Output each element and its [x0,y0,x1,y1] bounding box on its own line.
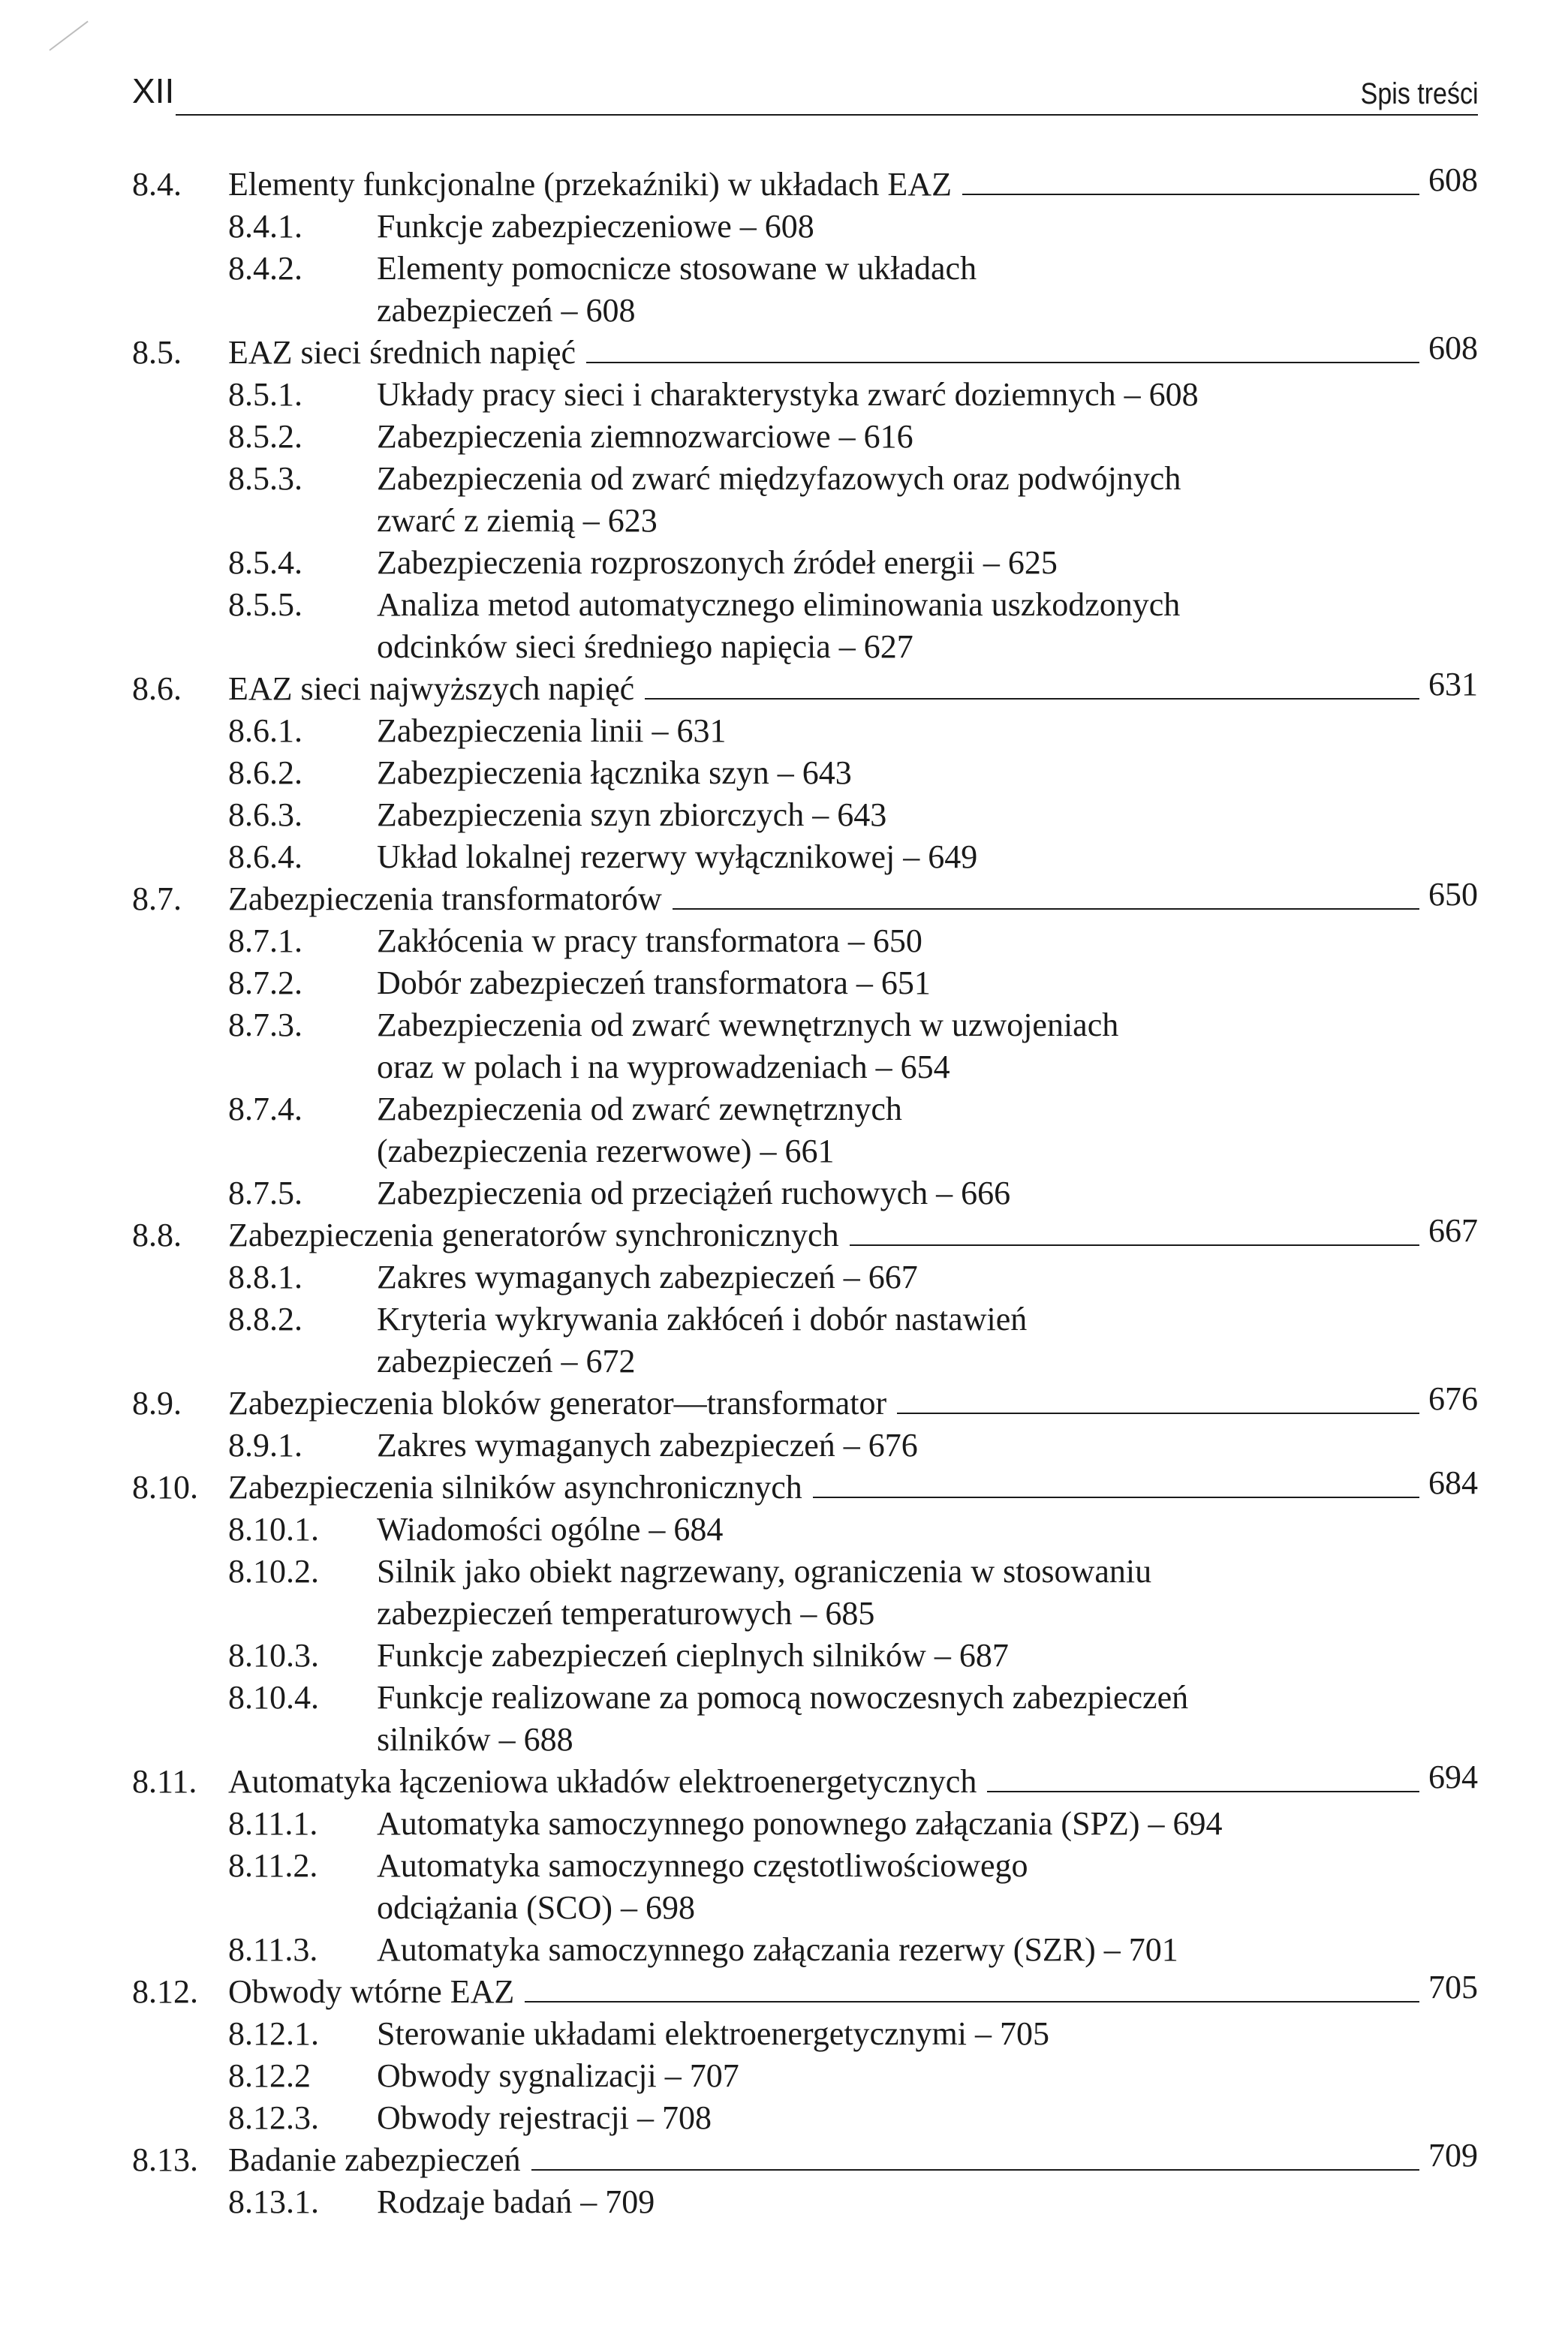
subsection-number: 8.7.4. [228,1091,302,1127]
section-number: 8.5. [132,334,182,371]
section-title: Zabezpieczenia bloków generator—transformator [228,1385,887,1422]
section-title: EAZ sieci średnich napięć [228,334,576,371]
subsection-line: Dobór zabezpieczeń transformatora – 651 [377,964,931,1001]
toc-section[interactable] [132,2139,1478,2181]
dot-leader [850,1244,1419,1246]
subsection-number: 8.5.3. [228,460,302,497]
subsection-number: 8.5.5. [228,586,302,623]
subsection-line: Rodzaje badań – 709 [377,2183,655,2220]
section-title: Zabezpieczenia generatorów synchronicznych [228,1217,839,1253]
toc-subsection[interactable] [132,1509,1478,1551]
toc-subsection[interactable] [132,2013,1478,2055]
subsection-number: 8.5.4. [228,544,302,581]
section-page: 608 [1428,161,1478,198]
subsection-line: Zabezpieczenia rozproszonych źródeł energii – 625 [377,544,1058,581]
subsection-line: Zabezpieczenia ziemnozwarciowe – 616 [377,418,913,455]
subsection-line: Układ lokalnej rezerwy wyłącznikowej – 649 [377,838,978,875]
subsection-number: 8.5.1. [228,376,302,413]
toc-subsection[interactable] [132,374,1478,416]
subsection-line: zabezpieczeń temperaturowych – 685 [377,1595,875,1632]
subsection-number: 8.10.1. [228,1511,319,1548]
subsection-number: 8.11.3. [228,1931,318,1968]
toc-section[interactable] [132,1464,1478,1509]
subsection-number: 8.7.5. [228,1175,302,1211]
header-rule [176,114,1478,116]
subsection-line: Zabezpieczenia od przeciążeń ruchowych – 666 [377,1175,1011,1211]
subsection-number: 8.8.1. [228,1259,302,1295]
subsection-line: Automatyka samoczynnego ponownego załączania (SPZ) – 694 [377,1805,1223,1842]
dot-leader [673,908,1419,910]
subsection-line: zabezpieczeń – 608 [377,292,636,329]
section-title: Zabezpieczenia transformatorów [228,880,662,917]
toc-subsection[interactable] [132,542,1478,584]
subsection-number: 8.6.2. [228,754,302,791]
toc-subsection[interactable] [132,584,1478,668]
section-number: 8.4. [132,166,182,203]
subsection-line: Obwody rejestracji – 708 [377,2099,712,2136]
subsection-line: Sterowanie układami elektroenergetycznymi – 705 [377,2015,1050,2052]
subsection-number: 8.12.3. [228,2099,319,2136]
section-page: 631 [1428,666,1478,703]
toc-subsection[interactable] [132,1088,1478,1172]
subsection-number: 8.10.2. [228,1553,319,1590]
subsection-line: Zabezpieczenia szyn zbiorczych – 643 [377,796,887,833]
toc-subsection[interactable] [132,1425,1478,1467]
dot-leader [813,1497,1419,1498]
subsection-number: 8.7.3. [228,1007,302,1043]
subsection-line: Silnik jako obiekt nagrzewany, ograniczenia w stosowaniu [377,1553,1152,1590]
toc-section[interactable] [132,1971,1478,2013]
section-page: 694 [1428,1759,1478,1795]
toc-subsection[interactable] [132,710,1478,752]
subsection-number: 8.7.1. [228,922,302,959]
subsection-line: Układy pracy sieci i charakterystyka zwarć doziemnych – 608 [377,376,1199,413]
subsection-line: Zabezpieczenia linii – 631 [377,712,727,749]
toc-section[interactable] [132,1380,1478,1425]
toc-subsection[interactable] [132,1845,1478,1929]
dot-leader [525,2001,1419,2003]
subsection-line: Wiadomości ogólne – 684 [377,1511,724,1548]
subsection-line: odciążania (SCO) – 698 [377,1889,695,1926]
toc-subsection[interactable] [132,920,1478,962]
dot-leader [897,1413,1419,1414]
section-page: 650 [1428,876,1478,913]
subsection-line: Zakres wymaganych zabezpieczeń – 676 [377,1427,918,1464]
section-title: EAZ sieci najwyższych napięć [228,670,635,707]
section-number: 8.11. [132,1763,197,1800]
subsection-line: Obwody sygnalizacji – 707 [377,2057,739,2094]
section-page: 684 [1428,1464,1478,1501]
subsection-number: 8.11.1. [228,1805,318,1842]
toc-section[interactable] [132,161,1478,206]
subsection-number: 8.5.2. [228,418,302,455]
toc-subsection[interactable] [132,1172,1478,1214]
subsection-line: Analiza metod automatycznego eliminowania uszkodzonych [377,586,1181,623]
subsection-line: Funkcje zabezpieczeń cieplnych silników – 687 [377,1637,1009,1674]
subsection-number: 8.6.3. [228,796,302,833]
subsection-line: Zabezpieczenia od zwarć wewnętrznych w uzwojeniach [377,1007,1119,1043]
section-number: 8.12. [132,1973,198,2010]
toc-subsection[interactable] [132,206,1478,248]
subsection-number: 8.11.2. [228,1847,318,1884]
toc-subsection[interactable] [132,2097,1478,2139]
running-title: Spis treści [1360,77,1478,110]
subsection-line: Automatyka samoczynnego załączania rezerwy (SZR) – 701 [377,1931,1178,1968]
section-number: 8.9. [132,1385,182,1422]
subsection-line: silników – 688 [377,1721,573,1758]
section-page: 667 [1428,1212,1478,1249]
section-number: 8.13. [132,2141,198,2178]
toc-section[interactable] [132,1761,1478,1803]
section-page: 709 [1428,2137,1478,2174]
table-of-contents [132,161,1478,2223]
toc-subsection[interactable] [132,962,1478,1004]
toc-subsection[interactable] [132,836,1478,878]
section-number: 8.7. [132,880,182,917]
subsection-number: 8.9.1. [228,1427,302,1464]
subsection-line: Funkcje zabezpieczeniowe – 608 [377,208,814,245]
toc-subsection[interactable] [132,248,1478,332]
toc-subsection[interactable] [132,1298,1478,1383]
subsection-number: 8.12.2 [228,2057,311,2094]
toc-subsection[interactable] [132,1803,1478,1845]
subsection-number: 8.4.1. [228,208,302,245]
subsection-line: Zakłócenia w pracy transformatora – 650 [377,922,922,959]
subsection-line: Kryteria wykrywania zakłóceń i dobór nastawień [377,1301,1028,1338]
toc-subsection[interactable] [132,416,1478,458]
section-title: Obwody wtórne EAZ [228,1973,515,2010]
section-title: Badanie zabezpieczeń [228,2141,521,2178]
toc-section[interactable] [132,668,1478,710]
section-number: 8.6. [132,670,182,707]
subsection-number: 8.10.3. [228,1637,319,1674]
section-title: Elementy funkcjonalne (przekaźniki) w układach EAZ [228,166,952,203]
page-header [132,66,1478,116]
toc-subsection[interactable] [132,1677,1478,1761]
section-number: 8.10. [132,1469,198,1506]
toc-subsection[interactable] [132,752,1478,794]
toc-subsection[interactable] [132,2055,1478,2097]
subsection-number: 8.4.2. [228,250,302,287]
subsection-number: 8.6.1. [228,712,302,749]
subsection-line: Zabezpieczenia od zwarć zewnętrznych [377,1091,902,1127]
subsection-number: 8.12.1. [228,2015,319,2052]
subsection-line: Automatyka samoczynnego częstotliwościowego [377,1847,1028,1884]
section-title: Automatyka łączeniowa układów elektroenergetycznych [228,1763,977,1800]
section-page: 608 [1428,329,1478,366]
toc-subsection[interactable] [132,1635,1478,1677]
toc-subsection[interactable] [132,1004,1478,1088]
section-page: 705 [1428,1969,1478,2006]
subsection-number: 8.10.4. [228,1679,319,1716]
subsection-line: Funkcje realizowane za pomocą nowoczesnych zabezpieczeń [377,1679,1189,1716]
subsection-line: oraz w polach i na wyprowadzeniach – 654 [377,1049,950,1085]
toc-section[interactable] [132,329,1478,374]
subsection-number: 8.7.2. [228,964,302,1001]
dot-leader [645,698,1419,700]
toc-subsection[interactable] [132,1551,1478,1635]
section-number: 8.8. [132,1217,182,1253]
dot-leader [987,1791,1419,1792]
toc-section[interactable] [132,878,1478,920]
subsection-number: 8.13.1. [228,2183,319,2220]
toc-subsection[interactable] [132,1929,1478,1971]
subsection-line: Zabezpieczenia od zwarć międzyfazowych oraz podwójnych [377,460,1181,497]
section-page: 676 [1428,1380,1478,1417]
subsection-line: Elementy pomocnicze stosowane w układach [377,250,977,287]
subsection-line: zwarć z ziemią – 623 [377,502,658,539]
subsection-line: Zakres wymaganych zabezpieczeń – 667 [377,1259,918,1295]
toc-subsection[interactable] [132,458,1478,542]
subsection-line: odcinków sieci średniego napięcia – 627 [377,628,913,665]
section-title: Zabezpieczenia silników asynchronicznych [228,1469,802,1506]
subsection-number: 8.8.2. [228,1301,302,1338]
subsection-line: zabezpieczeń – 672 [377,1343,636,1380]
toc-subsection[interactable] [132,794,1478,836]
subsection-line: (zabezpieczenia rezerwowe) – 661 [377,1133,835,1169]
subsection-line: Zabezpieczenia łącznika szyn – 643 [377,754,852,791]
dot-leader [586,362,1419,363]
dot-leader [531,2169,1419,2171]
subsection-number: 8.6.4. [228,838,302,875]
toc-subsection[interactable] [132,2181,1478,2223]
dot-leader [962,194,1419,195]
toc-subsection[interactable] [132,1256,1478,1298]
page-number: XII [132,71,175,110]
corner-pen-mark [49,21,88,51]
toc-section[interactable] [132,1214,1478,1256]
